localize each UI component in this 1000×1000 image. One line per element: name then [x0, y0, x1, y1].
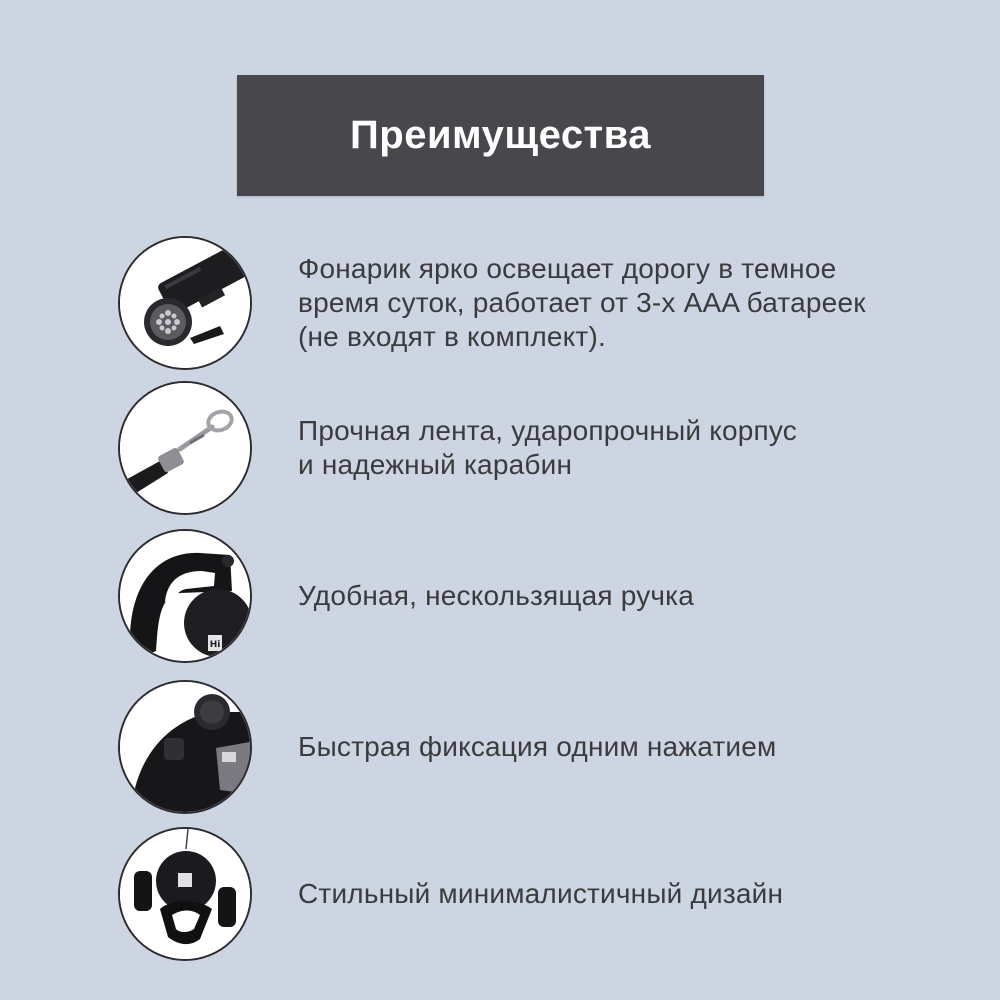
feature-text: Быстрая фиксация одним нажатием — [298, 731, 777, 762]
feature-text: Стильный минималистичный дизайн — [298, 878, 784, 909]
page-title: Преимущества — [350, 113, 651, 157]
feature-item — [118, 529, 978, 663]
title-banner — [237, 75, 764, 196]
feature-item — [118, 381, 978, 515]
leash-design-icon — [118, 827, 252, 961]
feature-text: Прочная лента, ударопрочный корпус и надежный карабин — [298, 415, 798, 480]
feature-text: Удобная, нескользящая ручка — [298, 580, 695, 611]
feature-text: Фонарик ярко освещает дорогу в темное время суток, работает от 3-х AAA батареек (не входят в комплект). — [298, 253, 866, 352]
feature-item — [118, 827, 978, 961]
flashlight-icon — [118, 236, 252, 370]
carabiner-icon — [118, 381, 252, 515]
svg-text:Hi: Hi — [209, 640, 221, 650]
feature-item — [118, 680, 978, 814]
handle-icon — [118, 529, 252, 663]
lock-button-icon — [118, 680, 252, 814]
feature-item — [118, 236, 978, 370]
